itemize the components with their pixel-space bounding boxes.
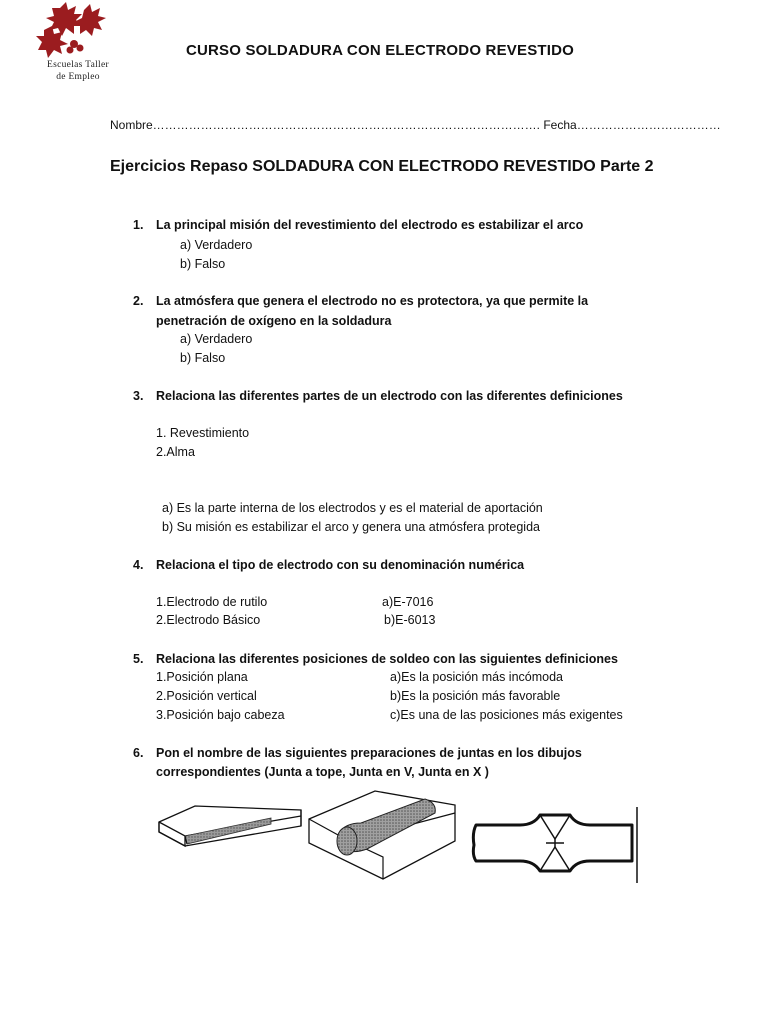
logo (30, 0, 126, 95)
code-b: b)E-6013 (384, 613, 436, 627)
option-a: a) Verdadero (180, 332, 253, 346)
definition-a: a) Es la parte interna de los electrodos y es el material de aportación (162, 501, 543, 515)
x-joint-drawing (470, 805, 642, 883)
question-text-line2: penetración de oxígeno en la soldadura (156, 314, 392, 328)
code-a: a)E-7016 (382, 595, 434, 609)
question-number: 4. (133, 558, 144, 572)
option-b: b) Falso (180, 351, 226, 365)
question-number: 3. (133, 389, 144, 403)
option-a: a) Verdadero (180, 238, 253, 252)
position-item-2: 2.Posición vertical (156, 689, 257, 703)
electrode-item-1: 1.Electrodo de rutilo (156, 595, 268, 609)
question-text-line1: La atmósfera que genera el electrodo no es protectora, ya que permite la (156, 294, 589, 308)
butt-joint-drawing (155, 800, 305, 880)
position-def-c: c)Es una de las posiciones más exigentes (390, 708, 623, 722)
question-text-line1: Pon el nombre de las siguientes preparaciones de juntas en los dibujos (156, 746, 582, 760)
holly-leaves-icon (30, 0, 126, 62)
name-date-line: Nombre……………………………………………………………………………………. Fecha……………………………… (110, 118, 721, 132)
question-text: La principal misión del revestimiento del electrodo es estabilizar el arco (156, 218, 584, 232)
position-def-b: b)Es la posición más favorable (390, 689, 561, 703)
position-item-3: 3.Posición bajo cabeza (156, 708, 285, 722)
question-number: 6. (133, 746, 144, 760)
option-b: b) Falso (180, 257, 226, 271)
v-joint-drawing (305, 783, 460, 883)
question-number: 1. (133, 218, 144, 232)
document-header: CURSO SOLDADURA CON ELECTRODO REVESTIDO (185, 42, 575, 59)
question-text-line2: correspondientes (Junta a tope, Junta en V, Junta en X ) (156, 765, 489, 779)
question-text: Relaciona las diferentes partes de un electrodo con las diferentes definiciones (156, 389, 623, 403)
logo-text-line2: de Empleo (56, 72, 100, 82)
logo-text-line1: Escuelas Taller (47, 60, 109, 70)
question-text: Relaciona las diferentes posiciones de soldeo con las siguientes definiciones (156, 652, 618, 666)
question-text: Relaciona el tipo de electrodo con su denominación numérica (156, 558, 525, 572)
position-item-1: 1.Posición plana (156, 670, 248, 684)
definition-b: b) Su misión es estabilizar el arco y genera una atmósfera protegida (162, 520, 540, 534)
question-number: 5. (133, 652, 144, 666)
question-number: 2. (133, 294, 144, 308)
position-def-a: a)Es la posición más incómoda (390, 670, 563, 684)
match-item-1: 1. Revestimiento (156, 426, 250, 440)
electrode-item-2: 2.Electrodo Básico (156, 613, 261, 627)
page-title: Ejercicios Repaso SOLDADURA CON ELECTRODO REVESTIDO Parte 2 (110, 158, 654, 175)
match-item-2: 2.Alma (156, 445, 195, 459)
